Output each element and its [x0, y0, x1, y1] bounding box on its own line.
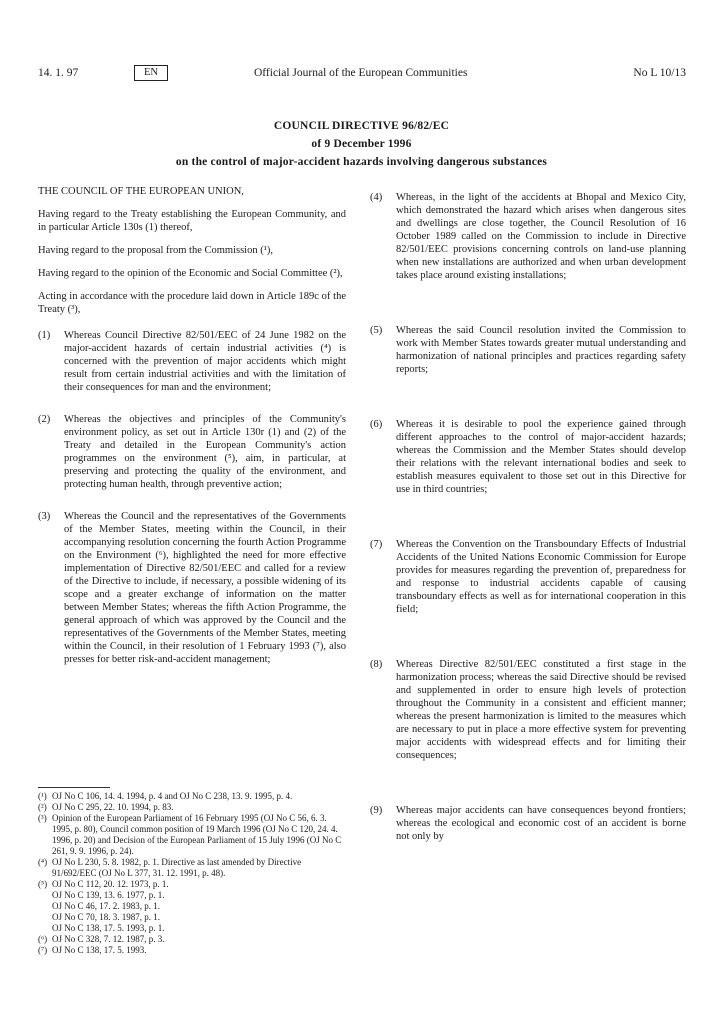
footnote-mark: (³) — [38, 813, 47, 823]
footnote — [38, 802, 346, 813]
journal-title: Official Journal of the European Communities — [254, 67, 468, 79]
document-title — [0, 117, 723, 171]
footnote — [38, 791, 346, 802]
footnote — [38, 912, 346, 923]
preamble-procedure: Acting in accordance with the procedure laid down in Article 189c of the Treaty (³), — [38, 291, 346, 315]
recital-text: Whereas the Council and the representatives of the Governments of the Member States, meeting within the Council, in their accompanying resolution concerning the fourth Action Programme on the Environment (⁶), highlighted the need for more effective implementation of Directive 82/501/EEC and called for a review of the Directive to include, if necessary, a possible widening of its scope and a greater exchange of information on the matter between Member States; whereas the fifth Action Programme, the general approach of which was approved by the Council and the representatives of the Governments of the Member States, meeting within the Council, in their resolution of 1 February 1993 (⁷), also presses for better risk-and-accident management; — [64, 511, 346, 665]
footnote-mark: (⁵) — [38, 879, 48, 889]
footnote-mark — [38, 890, 52, 901]
recital — [370, 191, 686, 282]
footnote-text: OJ No C 106, 14. 4. 1994, p. 4 and OJ No C 238, 13. 9. 1995, p. 4. — [52, 791, 293, 801]
issue-date: 14. 1. 97 — [38, 67, 79, 79]
footnote-mark: (⁴) — [38, 857, 48, 867]
recital-number: (4) — [370, 192, 383, 203]
footnote-text: Opinion of the European Parliament of 16 February 1995 (OJ No C 56, 6. 3. 1995, p. 80), Council common position of 19 March 1996 (OJ No C 120, 24. 4. 1996, p. 20) and Decision of the European Parliament of 15 July 1996 (OJ No C 261, 9. 9. 1996, p. 24). — [52, 813, 342, 856]
page-header — [38, 66, 686, 86]
recital-number: (7) — [370, 539, 383, 550]
right-column — [370, 191, 686, 868]
footnote-text: OJ No C 139, 13. 6. 1977, p. 1. — [52, 890, 165, 900]
footnote — [38, 890, 346, 901]
recital-text: Whereas it is desirable to pool the experience gained through different approaches to the control of major-accident hazards; whereas the Commission and the Member States should develop their relations with the relevant international bodies and seek to establish measures equivalent to those set out in this Directive for use in third countries; — [396, 419, 686, 495]
recital-number: (1) — [38, 330, 51, 341]
recital — [38, 329, 346, 394]
recital-number: (8) — [370, 659, 383, 670]
recital-number: (6) — [370, 419, 383, 430]
recital-number: (5) — [370, 325, 383, 336]
footnote-text: OJ No C 70, 18. 3. 1987, p. 1. — [52, 912, 161, 922]
directive-subject: on the control of major-accident hazards involving dangerous substances — [175, 156, 548, 168]
footnote-mark: (²) — [38, 802, 47, 812]
recital-text: Whereas the objectives and principles of the Community's environment policy, as set out in Article 130r (1) and (2) of the Treaty and detailed in the European Community's action programmes on the environment (⁵), aim, in particular, at preserving and protecting the quality of the environment, and protecting human health, through preventive action; — [64, 414, 346, 490]
recital-number: (9) — [370, 805, 383, 816]
footnote — [38, 813, 346, 857]
directive-date: of 9 December 1996 — [311, 138, 412, 150]
footnote-text: OJ No C 295, 22. 10. 1994, p. 83. — [52, 802, 174, 812]
recital — [370, 658, 686, 762]
preamble-opinion: Having regard to the opinion of the Economic and Social Committee (²), — [38, 268, 343, 279]
footnote-text: OJ No C 328, 7. 12. 1987, p. 3. — [52, 934, 165, 944]
footnote — [38, 901, 346, 912]
footnote-mark — [38, 901, 52, 912]
footnote-mark — [38, 912, 52, 923]
footnote-text: OJ No C 138, 17. 5. 1993, p. 1. — [52, 923, 165, 933]
recital-text: Whereas, in the light of the accidents at Bhopal and Mexico City, which demonstrated the hazard which arises when dangerous sites and dwellings are close together, the Council Resolution of 16 October 1989 called on the Commission to include in Directive 82/501/EEC provisions concerning controls on land-use planning when new installations are authorized and when urban development takes place around existing installations; — [396, 192, 686, 281]
footnotes — [38, 791, 346, 956]
preamble-council: THE COUNCIL OF THE EUROPEAN UNION, — [38, 186, 244, 197]
footnote — [38, 857, 346, 879]
footnote-mark: (¹) — [38, 791, 47, 801]
footnote-mark: (⁶) — [38, 934, 48, 944]
footnote-text: OJ No C 138, 17. 5. 1993. — [52, 945, 147, 955]
left-column — [38, 185, 346, 685]
preamble-proposal: Having regard to the proposal from the Commission (¹), — [38, 245, 273, 256]
footnote — [38, 923, 346, 934]
footnote — [38, 945, 346, 956]
footnote — [38, 934, 346, 945]
recital-text: Whereas major accidents can have consequences beyond frontiers; whereas the ecological and economic cost of an accident is borne not only by — [396, 805, 686, 842]
footnote-text: OJ No C 46, 17. 2. 1983, p. 1. — [52, 901, 161, 911]
recital-number: (2) — [38, 414, 51, 425]
recital-text: Whereas the Convention on the Transboundary Effects of Industrial Accidents of the United Nations Economic Commission for Europe provides for measures regarding the prevention of, preparedness for and response to industrial accidents capable of causing transboundary effects as well as for international cooperation in this field; — [396, 539, 686, 615]
footnote-divider — [38, 787, 110, 788]
recital-text: Whereas the said Council resolution invited the Commission to work with Member States towards greater mutual understanding and harmonization of national principles and practices regarding safety reports; — [396, 325, 686, 375]
recital — [370, 418, 686, 496]
preamble-treaty: Having regard to the Treaty establishing the European Community, and in particular Article 130s (1) thereof, — [38, 209, 346, 233]
footnote-mark — [38, 923, 52, 934]
recital-number: (3) — [38, 511, 51, 522]
footnote-mark: (⁷) — [38, 945, 48, 955]
recital-text: Whereas Directive 82/501/EEC constituted a first stage in the harmonization process; whereas the said Directive should be revised and supplemented in order to ensure high levels of protection throughout the Community in a consistent and efficient manner; whereas the present harmonization is limited to the measures which are necessary to put in place a more effective system for preventing major accidents with widespread effects and for limiting their consequences; — [396, 659, 686, 761]
footnote-text: OJ No C 112, 20. 12. 1973, p. 1. — [52, 879, 169, 889]
recital — [370, 324, 686, 376]
recital — [38, 413, 346, 491]
recital — [370, 804, 686, 843]
recital-text: Whereas Council Directive 82/501/EEC of 24 June 1982 on the major-accident hazards of certain industrial activities (⁴) is concerned with the prevention of major accidents which might result from certain industrial activities and with the limitation of their consequences for man and the environment; — [64, 330, 346, 393]
language-badge: EN — [134, 65, 168, 81]
directive-name: COUNCIL DIRECTIVE 96/82/EC — [273, 120, 450, 132]
page-number: No L 10/13 — [633, 67, 686, 79]
footnote-text: OJ No L 230, 5. 8. 1982, p. 1. Directive as last amended by Directive 91/692/EEC (OJ No L 377, 31. 12. 1991, p. 48). — [52, 857, 302, 878]
footnote — [38, 879, 346, 890]
recital — [370, 538, 686, 616]
recital — [38, 510, 346, 666]
